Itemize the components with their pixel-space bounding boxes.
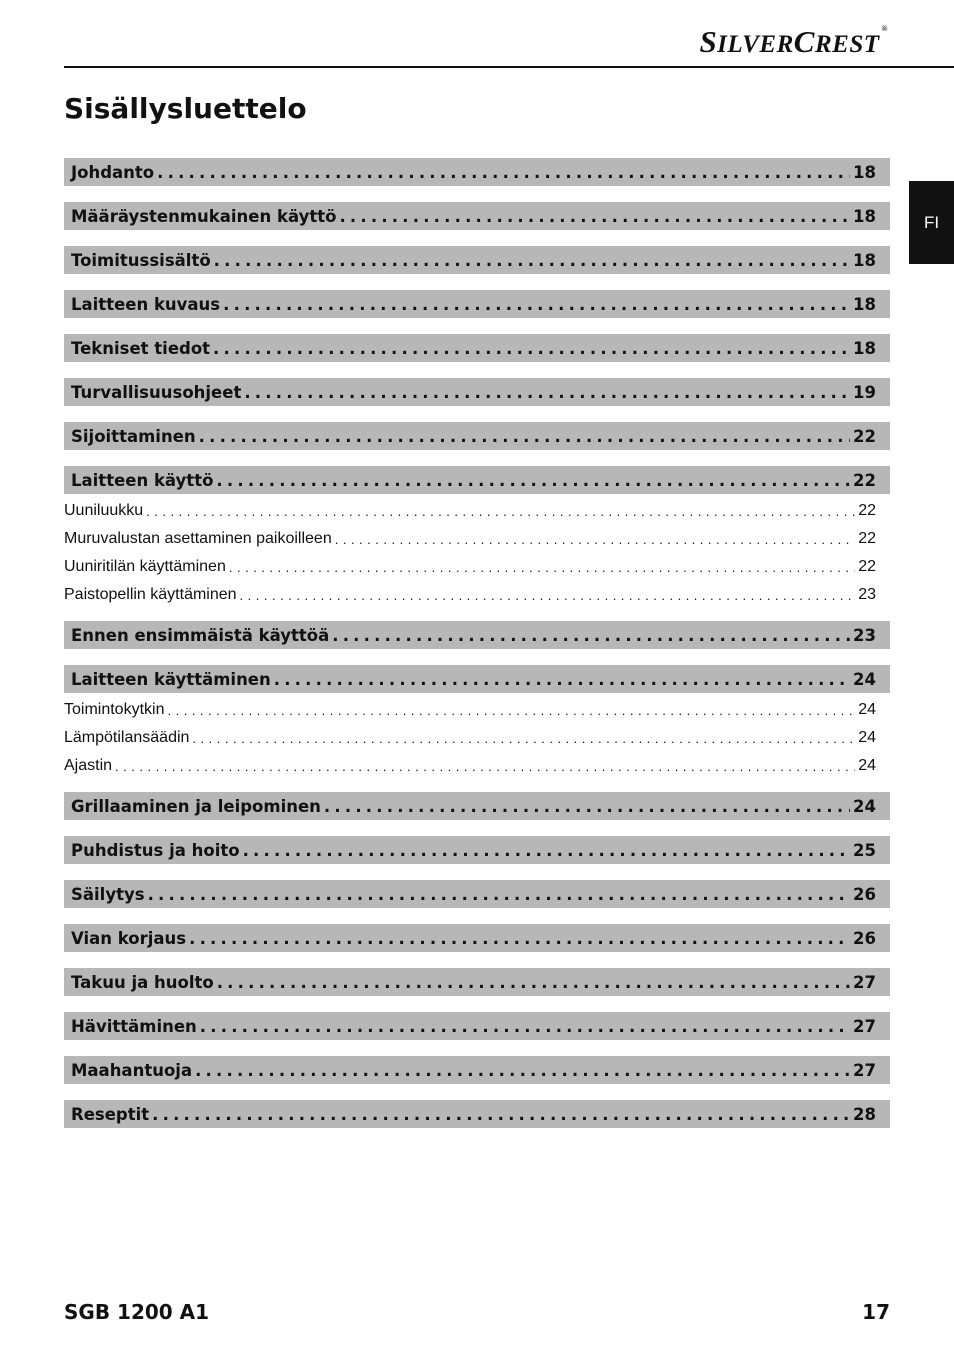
toc-entry-page: 24 — [858, 757, 876, 774]
toc-subentry[interactable] — [64, 583, 890, 607]
language-code: FI — [923, 212, 940, 232]
toc-entry-page: 19 — [853, 382, 876, 402]
toc-entry-page: 25 — [853, 840, 876, 860]
toc-entry-page: 18 — [853, 338, 876, 358]
toc-leader-dots — [240, 588, 856, 603]
toc-entry-label: Lämpötilansäädin — [64, 729, 190, 746]
toc-leader-dots — [167, 703, 855, 718]
toc-entry[interactable] — [64, 1056, 890, 1084]
toc-leader-dots — [274, 670, 850, 689]
toc-leader-dots — [152, 1105, 850, 1124]
footer-page-number: 17 — [862, 1300, 890, 1324]
toc-entry-label: Toimitussisältö — [71, 250, 211, 270]
toc-leader-dots — [214, 251, 850, 270]
toc-entry-label: Uuniluukku — [64, 502, 144, 519]
toc-entry-label: Puhdistus ja hoito — [71, 840, 240, 860]
toc-entry-label: Hävittäminen — [71, 1016, 197, 1036]
toc-entry-label: Laitteen käyttö — [71, 470, 214, 490]
brand-text-2a: C — [793, 24, 815, 59]
toc-leader-dots — [244, 383, 850, 402]
toc-entry-page: 23 — [853, 625, 876, 645]
toc-entry-page: 27 — [853, 1016, 876, 1036]
toc-subentry[interactable] — [64, 527, 890, 551]
toc-leader-dots — [216, 471, 850, 490]
toc-leader-dots — [213, 339, 850, 358]
brand-logo — [699, 24, 888, 60]
toc-leader-dots — [339, 207, 850, 226]
toc-entry-label: Sijoittaminen — [71, 426, 196, 446]
footer-model: SGB 1200 A1 — [64, 1300, 210, 1324]
toc-entry-label: Toimintokytkin — [64, 701, 165, 718]
toc-entry-label: Muruvalustan asettaminen paikoilleen — [64, 530, 332, 547]
toc-entry-page: 18 — [853, 162, 876, 182]
toc-entry[interactable] — [64, 422, 890, 450]
toc-leader-dots — [200, 1017, 850, 1036]
toc-entry-page: 18 — [853, 206, 876, 226]
toc-leader-dots — [195, 1061, 850, 1080]
brand-text-2b: REST — [814, 31, 880, 58]
toc-leader-dots — [146, 504, 855, 519]
toc-entry-page: 18 — [853, 294, 876, 314]
language-tab — [909, 181, 954, 264]
toc-entry-page: 24 — [858, 701, 876, 718]
toc-entry-label: Turvallisuusohjeet — [71, 382, 242, 402]
toc-entry-page: 27 — [853, 972, 876, 992]
toc-entry[interactable] — [64, 202, 890, 230]
toc-entry-label: Laitteen kuvaus — [71, 294, 221, 314]
toc-entry-label: Johdanto — [71, 162, 155, 182]
toc-entry-label: Ajastin — [64, 757, 113, 774]
toc-subentry[interactable] — [64, 499, 890, 523]
toc-entry[interactable] — [64, 466, 890, 494]
toc-leader-dots — [229, 560, 855, 575]
toc-entry-page: 22 — [858, 558, 876, 575]
toc-entry-page: 22 — [853, 426, 876, 446]
toc-entry[interactable] — [64, 880, 890, 908]
toc-leader-dots — [189, 929, 850, 948]
toc-entry-label: Paistopellin käyttäminen — [64, 586, 237, 603]
toc-entry-page: 24 — [853, 669, 876, 689]
toc-entry-label: Maahantuoja — [71, 1060, 193, 1080]
toc-entry-label: Määräystenmukainen käyttö — [71, 206, 337, 226]
toc-entry-label: Ennen ensimmäistä käyttöä — [71, 625, 330, 645]
toc-subentry[interactable] — [64, 726, 890, 750]
toc-entry-page: 22 — [858, 502, 876, 519]
toc-entry[interactable] — [64, 1012, 890, 1040]
toc-entry-label: Uuniritilän käyttäminen — [64, 558, 226, 575]
header-rule — [64, 66, 954, 68]
toc-entry[interactable] — [64, 792, 890, 820]
toc-entry-label: Laitteen käyttäminen — [71, 669, 271, 689]
toc-leader-dots — [223, 295, 850, 314]
toc-entry-page: 24 — [858, 729, 876, 746]
toc-entry[interactable] — [64, 290, 890, 318]
toc-entry-label: Takuu ja huolto — [71, 972, 214, 992]
toc-entry[interactable] — [64, 246, 890, 274]
toc-entry[interactable] — [64, 924, 890, 952]
toc-leader-dots — [192, 731, 855, 746]
toc-leader-dots — [199, 427, 850, 446]
toc-entry-page: 26 — [853, 928, 876, 948]
toc-entry-page: 26 — [853, 884, 876, 904]
toc-subentry[interactable] — [64, 555, 890, 579]
toc-entry-page: 24 — [853, 796, 876, 816]
toc-entry[interactable] — [64, 968, 890, 996]
toc-entry-page: 28 — [853, 1104, 876, 1124]
brand-text-1a: S — [699, 24, 718, 59]
toc-entry-page: 23 — [858, 586, 876, 603]
toc-leader-dots — [148, 885, 850, 904]
brand-text-1b: ILVER — [717, 31, 794, 58]
toc-entry[interactable] — [64, 378, 890, 406]
toc-entry-label: Tekniset tiedot — [71, 338, 211, 358]
toc-entry-page: 22 — [858, 530, 876, 547]
toc-entry-label: Reseptit — [71, 1104, 150, 1124]
toc-subentry[interactable] — [64, 754, 890, 778]
toc-leader-dots — [332, 626, 850, 645]
toc-leader-dots — [243, 841, 850, 860]
registered-mark: ® — [881, 24, 888, 33]
toc-entry-page: 22 — [853, 470, 876, 490]
toc-leader-dots — [157, 163, 850, 182]
toc-entry-label: Säilytys — [71, 884, 145, 904]
toc-entry[interactable] — [64, 1100, 890, 1128]
toc-entry[interactable] — [64, 665, 890, 693]
toc-entry[interactable] — [64, 836, 890, 864]
toc-entry-label: Grillaaminen ja leipominen — [71, 796, 321, 816]
page-title: Sisällysluettelo — [64, 92, 307, 125]
toc-entry[interactable] — [64, 621, 890, 649]
toc-entry-label: Vian korjaus — [71, 928, 187, 948]
toc-leader-dots — [217, 973, 850, 992]
toc-leader-dots — [324, 797, 850, 816]
toc-leader-dots — [115, 759, 855, 774]
toc-entry-page: 18 — [853, 250, 876, 270]
toc-entry[interactable] — [64, 334, 890, 362]
toc-leader-dots — [335, 532, 855, 547]
toc-entry[interactable] — [64, 158, 890, 186]
toc-entry-page: 27 — [853, 1060, 876, 1080]
toc-subentry[interactable] — [64, 698, 890, 722]
